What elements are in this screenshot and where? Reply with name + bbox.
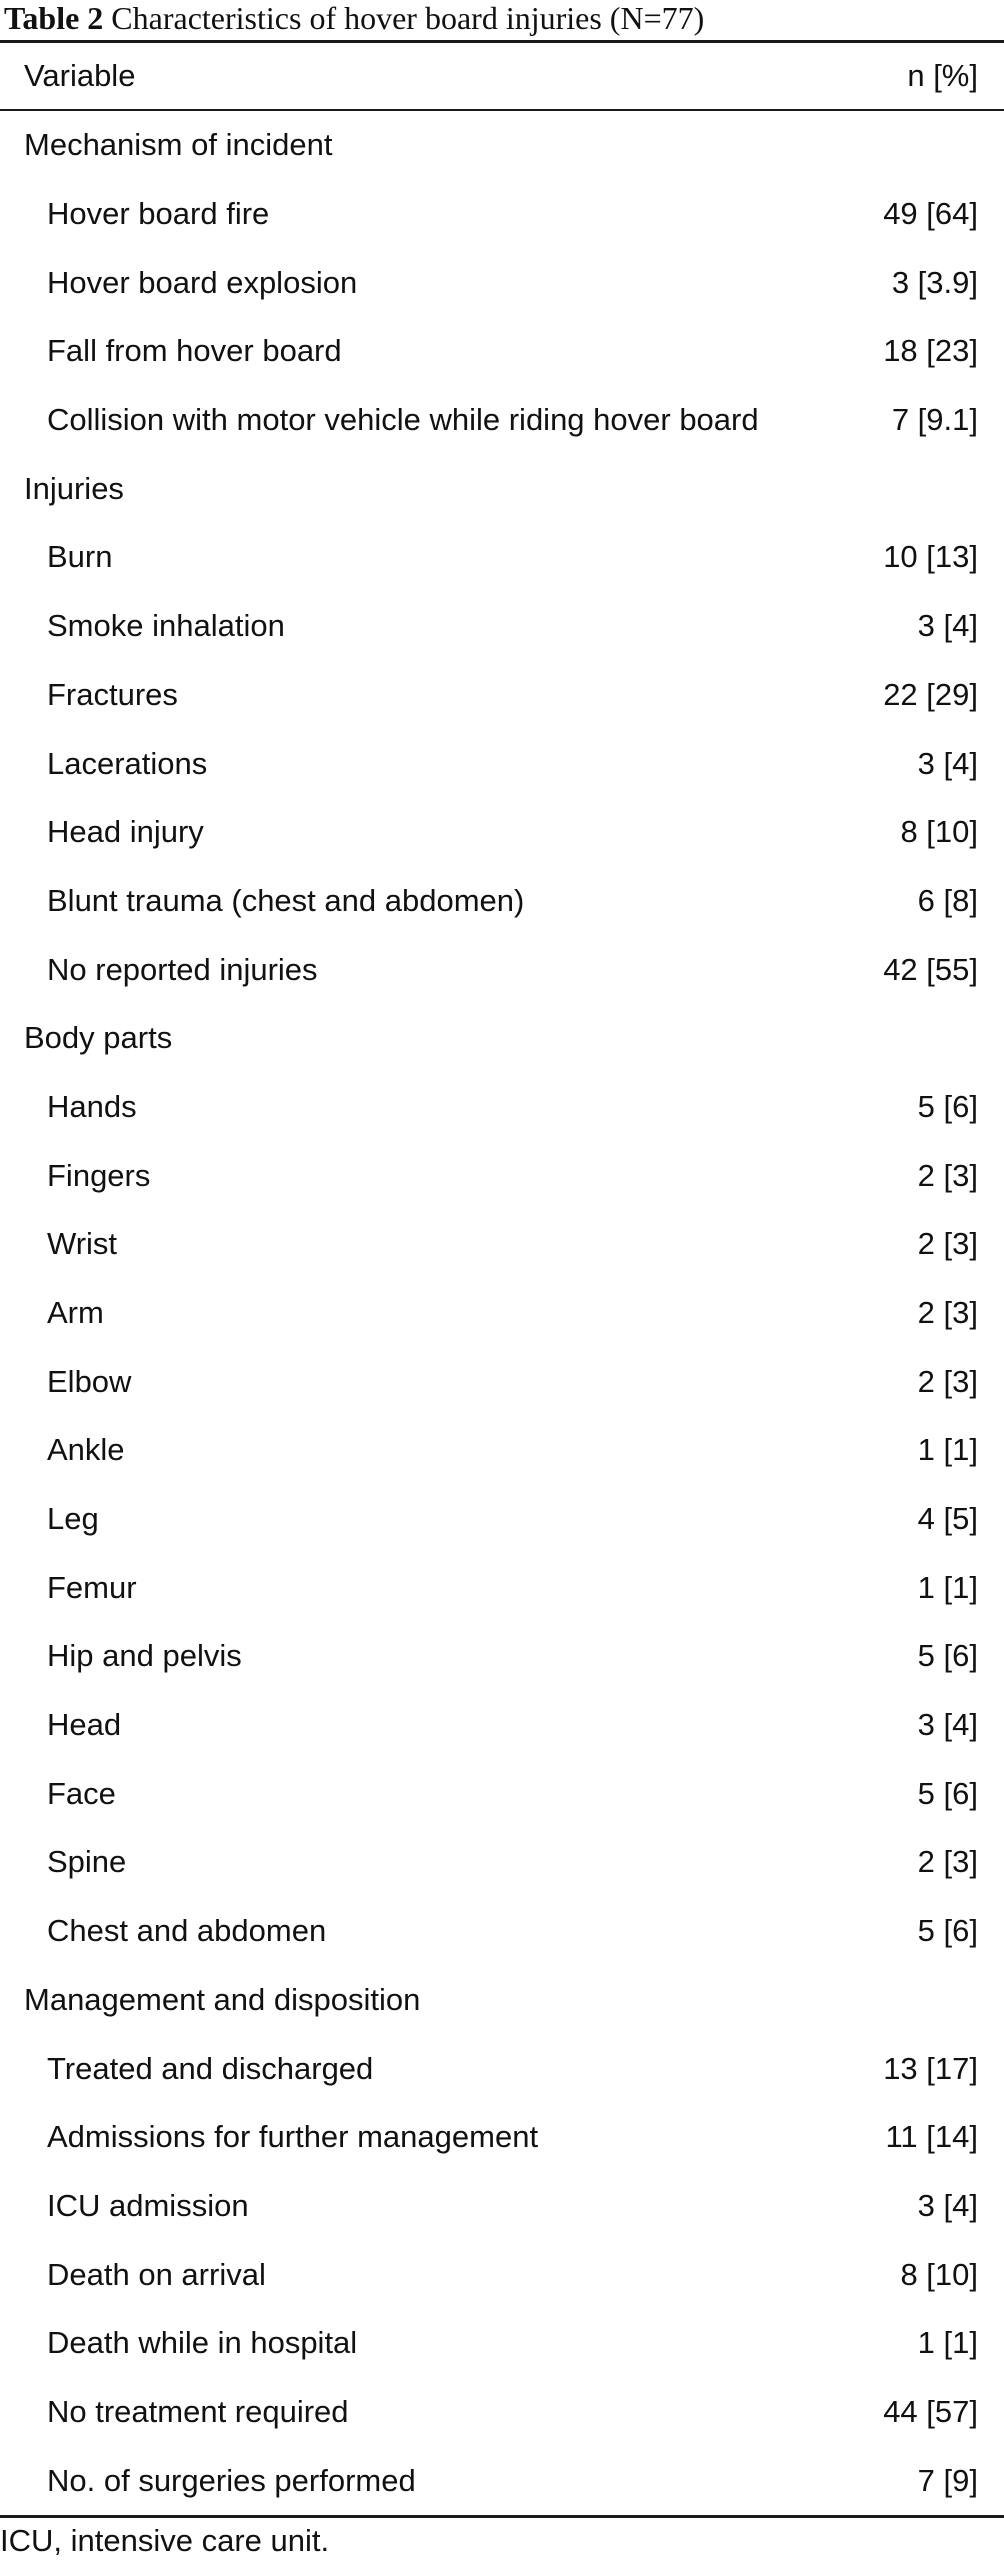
row-value: 3 [4] xyxy=(917,745,978,781)
row-label: Spine xyxy=(47,1844,127,1880)
table-row xyxy=(0,2240,1004,2309)
table-row xyxy=(0,1141,1004,1210)
row-label: Elbow xyxy=(47,1363,132,1399)
row-value: 49 [64] xyxy=(883,196,978,232)
table-row xyxy=(0,1347,1004,1416)
row-label: Femur xyxy=(47,1569,137,1605)
table-row xyxy=(0,1553,1004,1622)
row-label: Chest and abdomen xyxy=(47,1913,327,1949)
row-value: 7 [9.1] xyxy=(891,402,978,438)
section-row xyxy=(0,111,1004,180)
table-caption xyxy=(4,0,704,38)
row-label: Blunt trauma (chest and abdomen) xyxy=(47,882,525,918)
row-value: 22 [29] xyxy=(883,676,978,712)
row-label: Treated and discharged xyxy=(47,2050,374,2086)
table-row xyxy=(0,798,1004,867)
table-row xyxy=(0,2034,1004,2103)
row-value: 2 [3] xyxy=(917,1363,978,1399)
table-row xyxy=(0,2103,1004,2172)
row-label: Collision with motor vehicle while riding hover board xyxy=(47,402,759,438)
row-value: 13 [17] xyxy=(883,2050,978,2086)
row-label: Death on arrival xyxy=(47,2256,266,2292)
row-value: 11 [14] xyxy=(885,2119,978,2155)
row-label: Hands xyxy=(47,1088,137,1124)
table-row xyxy=(0,1622,1004,1691)
row-label: No reported injuries xyxy=(47,951,318,987)
row-value: 3 [3.9] xyxy=(891,264,978,300)
table-caption-text: Characteristics of hover board injuries (N=77) xyxy=(103,0,705,36)
row-label: Head injury xyxy=(47,814,204,850)
row-label: Head xyxy=(47,1707,122,1743)
row-value: 8 [10] xyxy=(900,814,978,850)
row-label: Hover board fire xyxy=(47,196,270,232)
row-label: Face xyxy=(47,1775,116,1811)
row-value: 18 [23] xyxy=(883,333,978,369)
row-label: ICU admission xyxy=(47,2187,249,2223)
row-value: 3 [4] xyxy=(917,1707,978,1743)
row-label: Fingers xyxy=(47,1157,151,1193)
row-label: Admissions for further management xyxy=(47,2119,539,2155)
row-label: Ankle xyxy=(47,1432,125,1468)
table-row xyxy=(0,317,1004,386)
table-row xyxy=(0,2172,1004,2241)
row-value: 5 [6] xyxy=(917,1913,978,1949)
row-value: 2 [3] xyxy=(917,1844,978,1880)
row-label: Lacerations xyxy=(47,745,208,781)
row-label: Death while in hospital xyxy=(47,2325,358,2361)
section-label: Body parts xyxy=(24,1020,173,1056)
table-row xyxy=(0,867,1004,936)
section-label: Mechanism of incident xyxy=(24,127,333,163)
table-row xyxy=(0,729,1004,798)
table-row xyxy=(0,1828,1004,1897)
section-row xyxy=(0,1004,1004,1073)
table-row xyxy=(0,1279,1004,1348)
table-header xyxy=(0,43,1004,109)
row-label: Burn xyxy=(47,539,113,575)
row-label: Hip and pelvis xyxy=(47,1638,242,1674)
bottom-rule xyxy=(0,2515,1004,2518)
table-row xyxy=(0,2446,1004,2515)
table-row xyxy=(0,1485,1004,1554)
header-variable: Variable xyxy=(24,58,136,93)
section-label: Injuries xyxy=(24,470,124,506)
row-label: Arm xyxy=(47,1295,104,1330)
table-row xyxy=(0,2309,1004,2378)
section-label: Management and disposition xyxy=(24,1981,421,2017)
row-value: 8 [10] xyxy=(900,2256,978,2292)
row-value: 4 [5] xyxy=(917,1501,978,1537)
row-value: 1 [1] xyxy=(917,1432,978,1468)
table-row xyxy=(0,660,1004,729)
row-value: 2 [3] xyxy=(917,1295,978,1330)
table-row xyxy=(0,1073,1004,1142)
row-label: Wrist xyxy=(47,1226,118,1262)
row-value: 2 [3] xyxy=(917,1226,978,1262)
row-value: 3 [4] xyxy=(917,608,978,644)
row-value: 3 [4] xyxy=(917,2187,978,2223)
header-value: n [%] xyxy=(907,58,978,93)
row-label: Hover board explosion xyxy=(47,264,358,300)
row-value: 6 [8] xyxy=(917,882,978,918)
row-value: 1 [1] xyxy=(917,2325,978,2361)
row-value: 42 [55] xyxy=(883,951,978,987)
row-label: Smoke inhalation xyxy=(47,608,285,644)
row-value: 5 [6] xyxy=(917,1088,978,1124)
table-row xyxy=(0,386,1004,455)
table-row xyxy=(0,592,1004,661)
row-value: 5 [6] xyxy=(917,1775,978,1811)
table-row xyxy=(0,248,1004,317)
table-row xyxy=(0,180,1004,249)
table-row xyxy=(0,1691,1004,1760)
row-value: 7 [9] xyxy=(917,2462,978,2498)
table-caption-label: Table 2 xyxy=(4,0,104,36)
row-value: 1 [1] xyxy=(917,1569,978,1605)
row-label: No. of surgeries performed xyxy=(47,2462,416,2498)
section-row xyxy=(0,454,1004,523)
row-label: No treatment required xyxy=(47,2393,349,2429)
section-row xyxy=(0,1966,1004,2035)
row-value: 10 [13] xyxy=(883,539,978,575)
table-row xyxy=(0,1210,1004,1279)
table-row xyxy=(0,1897,1004,1966)
table-row xyxy=(0,935,1004,1004)
row-label: Leg xyxy=(47,1501,99,1537)
table-row xyxy=(0,1759,1004,1828)
table-row xyxy=(0,523,1004,592)
row-label: Fractures xyxy=(47,676,178,712)
table-footnote: ICU, intensive care unit. xyxy=(0,2523,330,2558)
row-label: Fall from hover board xyxy=(47,333,342,369)
table-row xyxy=(0,2378,1004,2447)
row-value: 44 [57] xyxy=(883,2393,978,2429)
table-row xyxy=(0,1416,1004,1485)
row-value: 5 [6] xyxy=(917,1638,978,1674)
row-value: 2 [3] xyxy=(917,1157,978,1193)
